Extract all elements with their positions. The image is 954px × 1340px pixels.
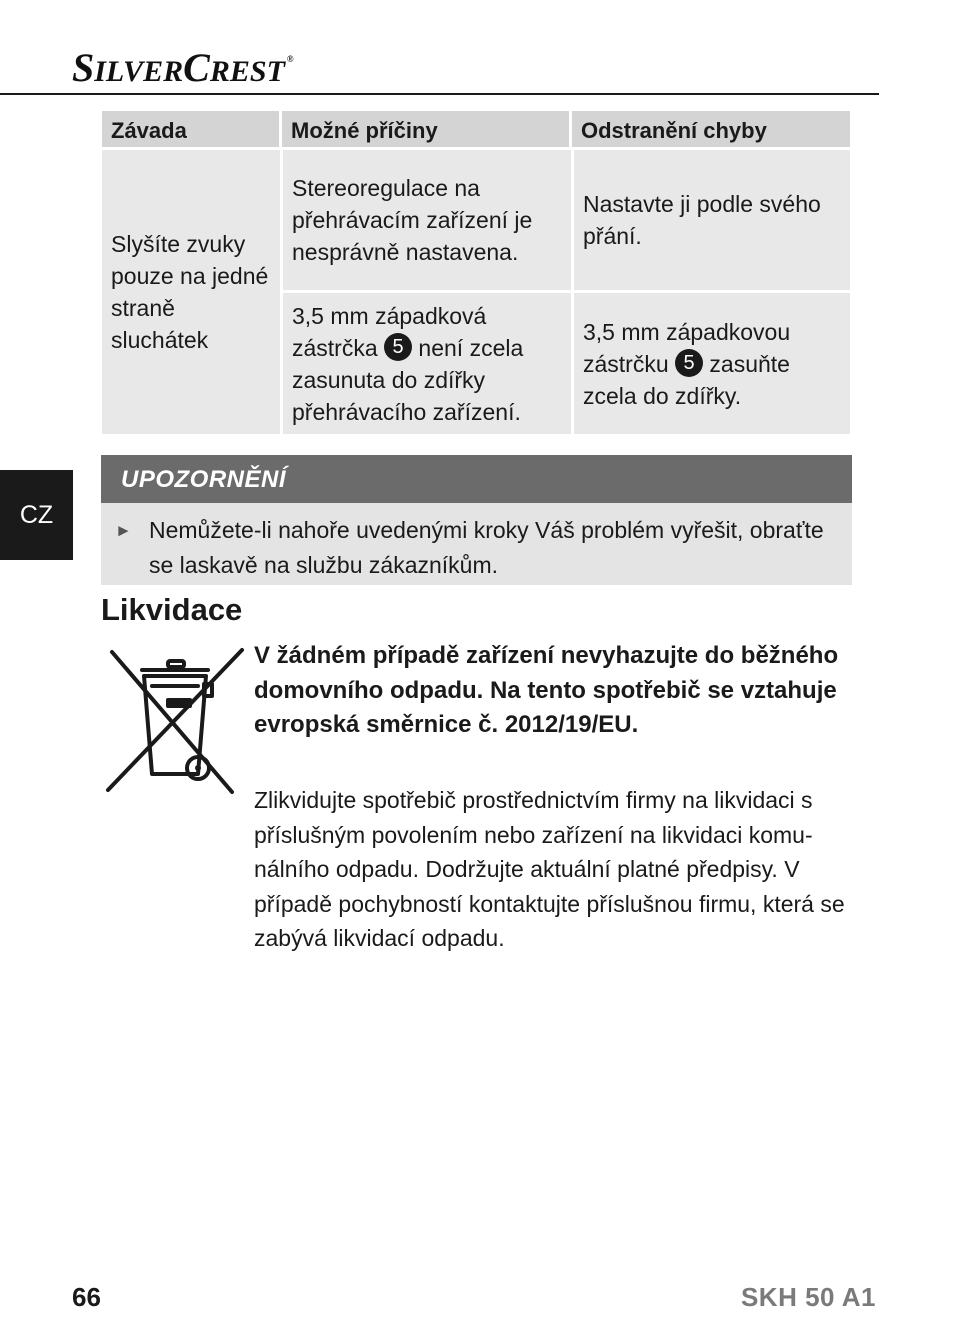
table-header-row [102,111,850,147]
disposal-instructions: Zlikvidujte spotřebič prostřednictvím firmy na likvidaci s příslušným povolením nebo zařízení na likvidaci komunálního odpadu. Dodržujte aktuální platné předpisy. V případě pochybností kontaktujte příslušnou firmu, která se zabývá likvidací odpadu. [254,787,845,951]
logo-text: REST [209,55,285,88]
table-header-fix: Odstranění chyby [572,111,850,147]
fix-text-part: zasuňte zcela do zdířky. [583,350,790,409]
table-header-cause: Možné příčiny [282,111,572,147]
table-cell-cause-1 [283,150,571,290]
fix-text [583,316,841,412]
logo-letter: C [183,45,210,90]
language-tab: CZ [0,470,73,560]
logo-text: ILVER [94,55,184,88]
arrow-right-icon: ► [115,521,132,540]
table-body [102,150,850,434]
logo-letter: S [72,45,95,90]
notice-title: UPOZORNĚNÍ [101,455,852,503]
cause-text: Stereoregulace na přehrávacím zařízení je nesprávně nastavena. [292,175,533,265]
cause-text [292,300,562,428]
notice-text: Nemůžete-li nahoře uvedenými kroky Váš problém vyřešit, obraťte se laskavě na službu zákazníkům. [149,517,824,578]
crossed-out-bin-icon [104,646,246,796]
table-cell-fault [102,150,280,434]
model-number: SKH 50 A1 [740,1282,876,1312]
table-cell-cause-2 [283,293,571,434]
fix-text: Nastavte ji podle svého přání. [583,191,821,249]
notice-body [101,503,852,583]
table-cell-fix-2 [574,293,850,434]
fault-text: Slyšíte zvuky pouze na jedné straně sluchátek [111,231,269,353]
disposal-warning: V žádném případě zařízení nevyhazujte do běžného domovního odpadu. Na tento spotřebič se vztahuje evropská směrnice č. 2012/19/EU. [254,642,839,738]
notice-box [101,455,852,585]
part-number-badge: 5 [384,333,412,361]
registered-mark: ® [286,54,294,64]
cause-text-part: není zcela zasunuta do zdířky přehrávacího zařízení. [292,334,524,425]
troubleshooting-table [102,111,850,434]
brand-logo [72,44,294,90]
cause-text-part: 3,5 mm západková zástrčka [292,302,487,361]
table-cell-fix-1 [574,150,850,290]
fix-text-part: 3,5 mm západkovou zástrčku [583,318,791,377]
table-header-fault: Závada [102,111,282,147]
part-number-badge: 5 [675,349,703,377]
page-number: 66 [72,1282,101,1312]
section-title: Likvidace [101,592,243,627]
header-divider [0,93,879,95]
